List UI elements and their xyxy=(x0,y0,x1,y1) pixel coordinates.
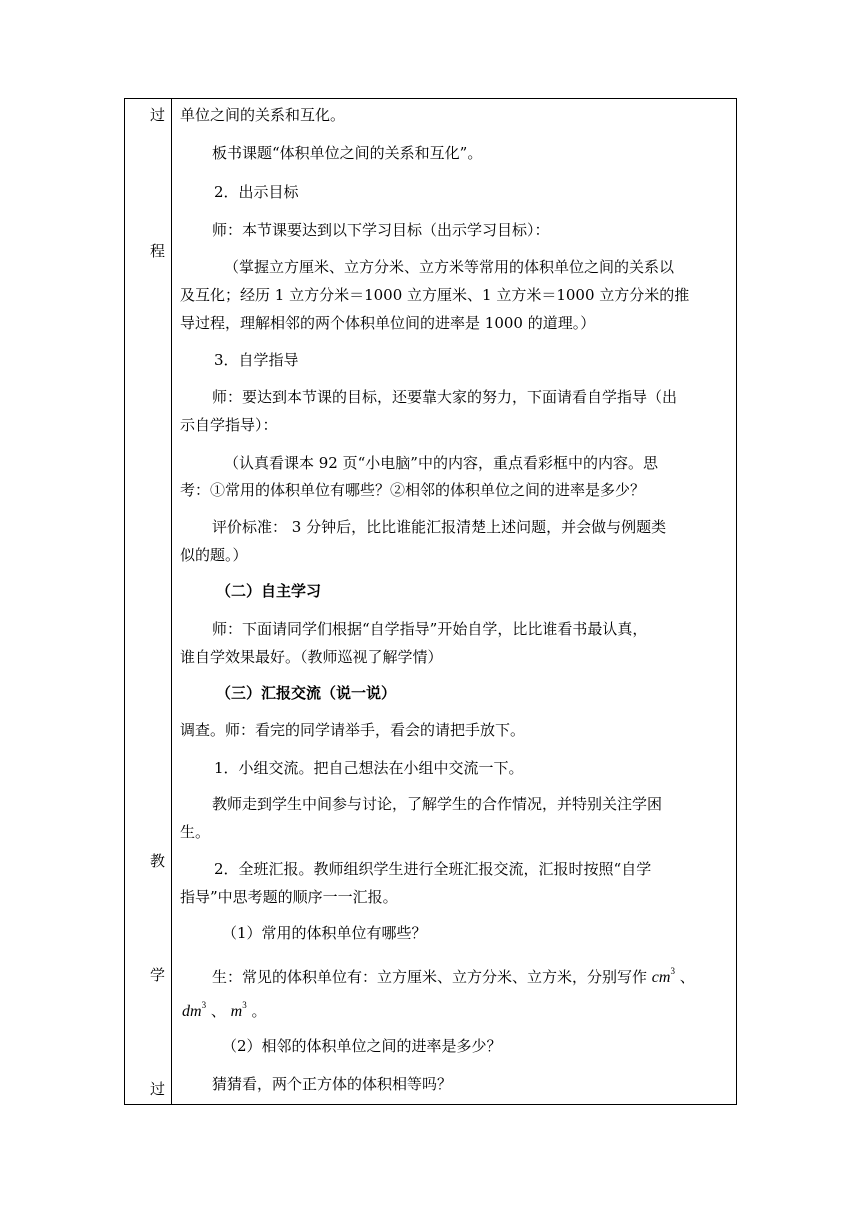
side-label-cheng: 程 xyxy=(150,242,166,260)
unit-cm: $cm^3$ xyxy=(651,966,675,986)
side-label-guo: 过 xyxy=(150,106,166,124)
paragraph: 师：本节课要达到以下学习目标（出示学习目标）： xyxy=(212,221,550,239)
paragraph: （2）相邻的体积单位之间的进率是多少？ xyxy=(222,1037,502,1055)
side-label-jiao: 教 xyxy=(150,852,166,870)
paragraph: 生。 xyxy=(180,823,211,841)
paragraph-text: 生：常见的体积单位有：立方厘米、立方分米、立方米，分别写作 xyxy=(212,968,648,986)
paragraph: 2．出示目标 xyxy=(214,183,299,201)
paragraph: 似的题。） xyxy=(180,546,248,564)
paragraph: 板书课题“体积单位之间的关系和互化”。 xyxy=(212,144,483,162)
paragraph: 导过程，理解相邻的两个体积单位间的进率是 1000 的道理。） xyxy=(180,314,596,332)
paragraph: （掌握立方厘米、立方分米、立方米等常用的体积单位之间的关系以 xyxy=(224,258,675,276)
unit-dm: $dm^3$ xyxy=(182,1000,207,1020)
paragraph: 2．全班汇报。教师组织学生进行全班汇报交流，汇报时按照“自学 xyxy=(214,860,652,878)
paragraph: 谁自学效果最好。（教师巡视了解学情） xyxy=(180,648,443,666)
unit-separator: 、 xyxy=(210,1002,226,1020)
unit-m: $m^3$ xyxy=(230,1000,247,1020)
sentence-end: 。 xyxy=(251,1002,267,1020)
paragraph: 猜猜看，两个正方体的体积相等吗？ xyxy=(212,1075,453,1093)
paragraph: 师：下面请同学们根据“自学指导”开始自学，比比谁看书最认真， xyxy=(212,620,648,638)
section-heading: （三）汇报交流（说一说） xyxy=(216,684,397,702)
unit-separator: 、 xyxy=(679,968,695,986)
side-label-xue: 学 xyxy=(150,966,166,984)
paragraph: 考：①常用的体积单位有哪些？②相邻的体积单位之间的进率是多少？ xyxy=(180,481,646,499)
paragraph: 教师走到学生中间参与讨论，了解学生的合作情况，并特别关注学困 xyxy=(212,795,663,813)
side-label-guo-2: 过 xyxy=(150,1080,166,1098)
paragraph: 3．自学指导 xyxy=(214,351,299,369)
paragraph: （认真看课本 92 页“小电脑”中的内容，重点看彩框中的内容。思 xyxy=(224,454,658,472)
lesson-table xyxy=(124,98,737,1105)
paragraph-units-cont xyxy=(182,996,267,1021)
paragraph: 1．小组交流。把自己想法在小组中交流一下。 xyxy=(214,759,524,777)
paragraph: 及互化；经历 1 立方分米＝1000 立方厘米、1 立方米＝1000 立方分米的推 xyxy=(180,286,690,304)
paragraph: 评价标准： 3 分钟后，比比谁能汇报清楚上述问题，并会做与例题类 xyxy=(212,518,667,536)
paragraph-units xyxy=(212,962,695,987)
paragraph: 师：要达到本节课的目标，还要靠大家的努力，下面请看自学指导（出 xyxy=(212,388,678,406)
paragraph: 示自学指导）： xyxy=(180,416,278,434)
column-divider xyxy=(171,98,172,1105)
section-heading: （二）自主学习 xyxy=(216,582,322,600)
paragraph: 指导”中思考题的顺序一一汇报。 xyxy=(180,888,398,906)
paragraph: （1）常用的体积单位有哪些？ xyxy=(222,924,427,942)
paragraph: 单位之间的关系和互化。 xyxy=(180,106,346,124)
paragraph: 调查。师：看完的同学请举手，看会的请把手放下。 xyxy=(180,721,526,739)
